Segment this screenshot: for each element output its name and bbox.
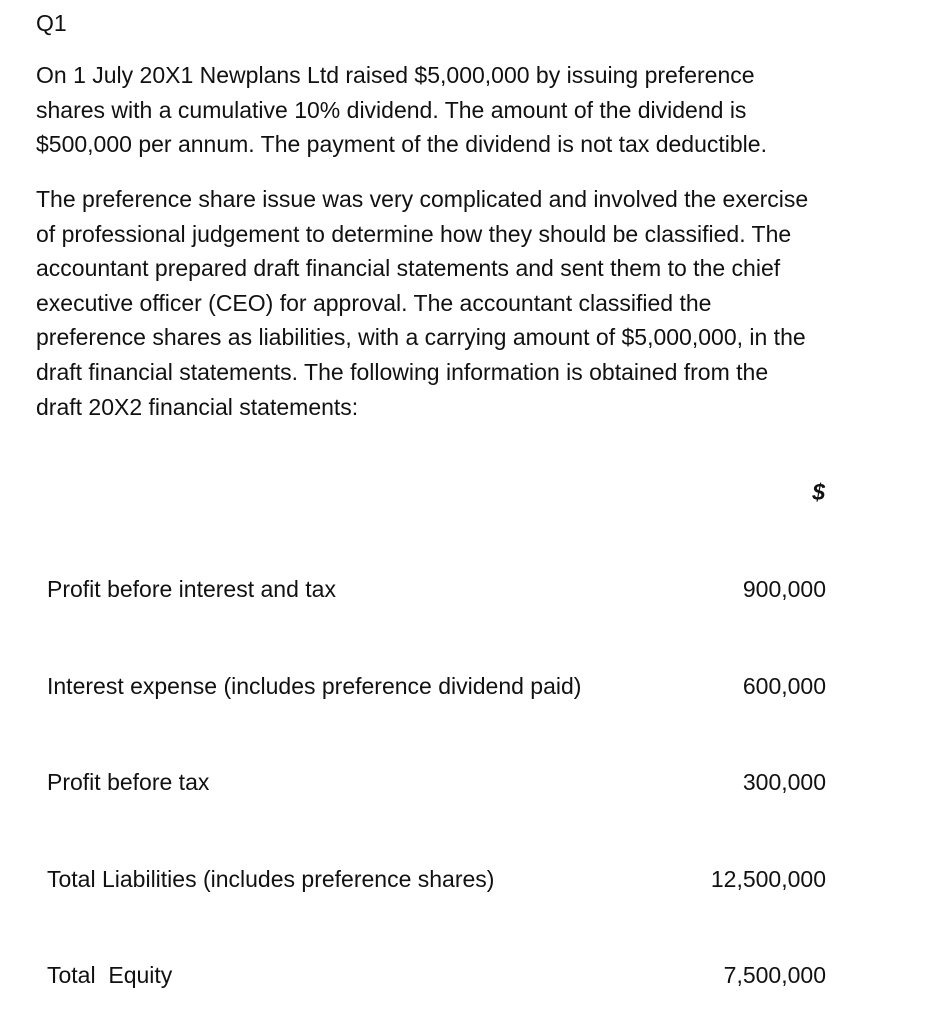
statement-row-label: Interest expense (includes preference dividend paid)	[47, 673, 582, 699]
statement-row-value: 900,000	[742, 576, 826, 602]
statement-row-label: Profit before interest and tax	[47, 576, 336, 602]
question-number: Q1	[36, 10, 67, 36]
question-paragraph-details: The preference share issue was very complicated and involved the exercise of professional judgement to determine how they should be classified. The accountant prepared draft financial statements and sent them to the chief executive officer (CEO) for approval. The accountant classified the preference shares as liabilities, with a carrying amount of $5,000,000, in the draft financial statements. The following information is obtained from the draft 20X2 financial statements:	[36, 186, 809, 420]
statement-row-value: 12,500,000	[710, 866, 826, 892]
statement-row-value: 7,500,000	[723, 962, 826, 988]
currency-column-header: $	[812, 479, 825, 505]
statement-row-label: Total Liabilities (includes preference shares)	[47, 866, 495, 892]
question-paragraph-intro: On 1 July 20X1 Newplans Ltd raised $5,000,000 by issuing preference shares with a cumulative 10% dividend. The amount of the dividend is $500,000 per annum. The payment of the dividend is not tax deductible.	[36, 62, 767, 158]
statement-row-value: 300,000	[742, 769, 826, 795]
statement-row-value: 600,000	[742, 673, 826, 699]
statement-row-label: Total Equity	[47, 962, 173, 988]
statement-row-label: Profit before tax	[47, 769, 210, 795]
